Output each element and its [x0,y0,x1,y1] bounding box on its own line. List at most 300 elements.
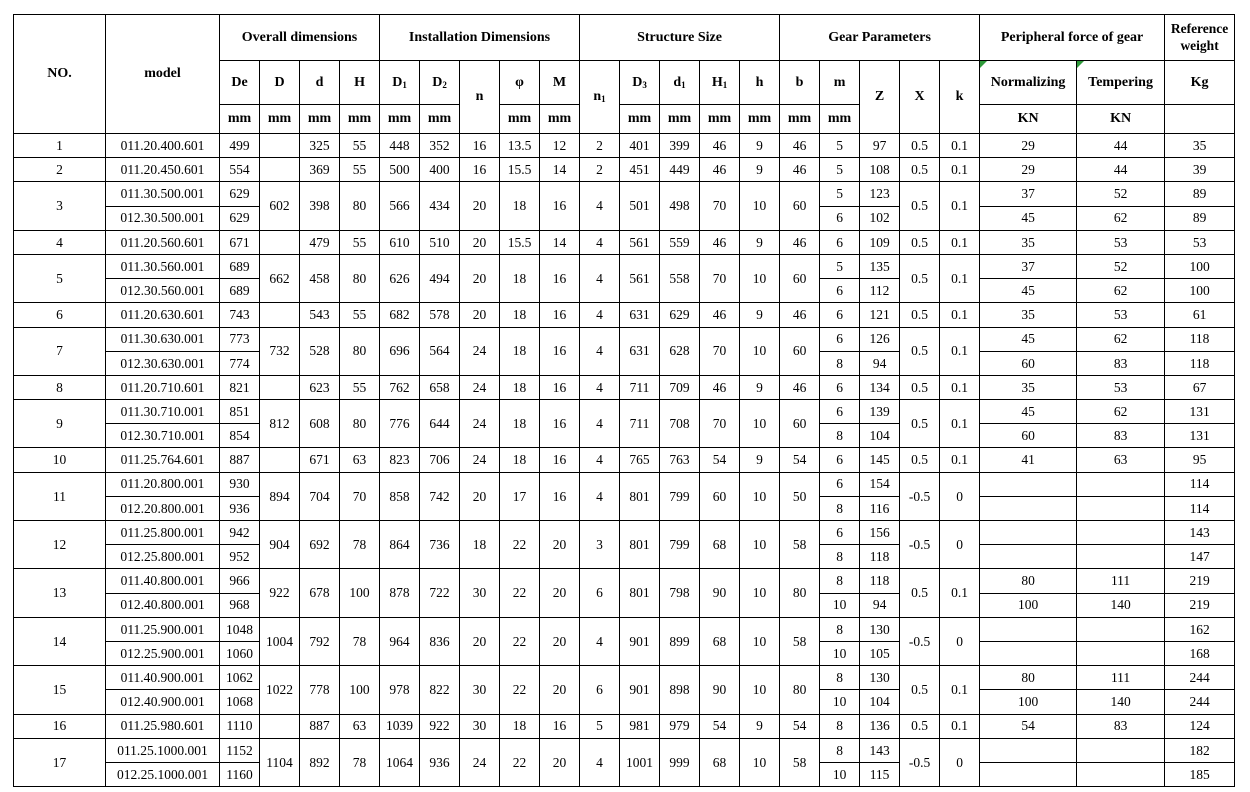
cell-normalizing: 41 [980,448,1077,472]
unit-mm: mm [500,105,540,134]
header-h: h [740,61,780,105]
cell-phi: 22 [500,569,540,617]
cell-H1: 90 [700,569,740,617]
cell-m: 8 [820,351,860,375]
cell-H: 80 [340,327,380,375]
cell-M: 14 [540,158,580,182]
cell-m: 5 [820,158,860,182]
cell-Z: 104 [860,424,900,448]
cell-n: 20 [460,617,500,665]
cell-De: 930 [220,472,260,496]
model-cell: 011.30.630.001 [106,327,220,351]
cell-M: 16 [540,182,580,230]
cell-d1: 559 [660,230,700,254]
cell-m: 5 [820,182,860,206]
cell-b: 58 [780,617,820,665]
cell-tempering: 62 [1077,327,1165,351]
cell-h: 9 [740,303,780,327]
cell-D: 812 [260,400,300,448]
cell-H1: 46 [700,134,740,158]
header-D2: $D_2$ [420,61,460,105]
cell-D2: 658 [420,375,460,399]
cell-De: 887 [220,448,260,472]
cell-weight: 182 [1165,738,1235,762]
cell-phi: 17 [500,472,540,520]
cell-weight: 219 [1165,569,1235,593]
cell-De: 821 [220,375,260,399]
cell-phi: 18 [500,254,540,302]
cell-tempering: 83 [1077,351,1165,375]
row-number: 6 [14,303,106,327]
table-row [14,254,1235,278]
cell-D1: 978 [380,666,420,714]
cell-phi: 22 [500,617,540,665]
cell-n: 18 [460,521,500,569]
cell-phi: 18 [500,303,540,327]
cell-tempering: 52 [1077,254,1165,278]
unit-mm: mm [420,105,460,134]
header-D: D [260,61,300,105]
cell-m: 6 [820,400,860,424]
cell-D1: 610 [380,230,420,254]
cell-normalizing: 29 [980,134,1077,158]
cell-b: 80 [780,569,820,617]
cell-d: 608 [300,400,340,448]
table-row [14,666,1235,690]
unit-mm: mm [780,105,820,134]
cell-tempering [1077,762,1165,786]
header-reference-weight: Reference weight [1165,15,1235,61]
cell-normalizing [980,496,1077,520]
cell-X: 0.5 [900,666,940,714]
model-cell: 011.20.560.601 [106,230,220,254]
cell-normalizing: 45 [980,279,1077,303]
cell-M: 16 [540,448,580,472]
unit-kg-blank [1165,105,1235,134]
cell-d1: 999 [660,738,700,786]
table-row [14,303,1235,327]
model-cell: 012.30.630.001 [106,351,220,375]
cell-phi: 22 [500,666,540,714]
cell-Z: 130 [860,666,900,690]
cell-H: 78 [340,521,380,569]
cell-normalizing [980,521,1077,545]
cell-M: 16 [540,375,580,399]
header-H1: $H_1$ [700,61,740,105]
row-number: 7 [14,327,106,375]
cell-phi: 18 [500,400,540,448]
model-cell: 012.30.500.001 [106,206,220,230]
cell-weight: 114 [1165,472,1235,496]
table-row [14,617,1235,641]
cell-d1: 399 [660,134,700,158]
cell-k: 0.1 [940,134,980,158]
cell-M: 12 [540,134,580,158]
row-number: 15 [14,666,106,714]
cell-m: 5 [820,134,860,158]
cell-h: 10 [740,182,780,230]
cell-De: 1048 [220,617,260,641]
cell-D3: 765 [620,448,660,472]
cell-D1: 626 [380,254,420,302]
cell-n: 20 [460,254,500,302]
cell-D2: 836 [420,617,460,665]
cell-h: 10 [740,738,780,786]
cell-tempering: 53 [1077,230,1165,254]
cell-weight: 67 [1165,375,1235,399]
cell-Z: 121 [860,303,900,327]
cell-d: 671 [300,448,340,472]
cell-De: 854 [220,424,260,448]
cell-D3: 631 [620,327,660,375]
cell-weight: 114 [1165,496,1235,520]
row-number: 17 [14,738,106,786]
cell-k: 0.1 [940,400,980,448]
cell-De: 743 [220,303,260,327]
cell-D2: 722 [420,569,460,617]
cell-De: 942 [220,521,260,545]
cell-D1: 776 [380,400,420,448]
cell-weight: 118 [1165,351,1235,375]
row-number: 8 [14,375,106,399]
cell-H: 78 [340,617,380,665]
row-number: 14 [14,617,106,665]
model-cell: 011.20.710.601 [106,375,220,399]
cell-X: -0.5 [900,521,940,569]
cell-D1: 878 [380,569,420,617]
model-cell: 011.30.560.001 [106,254,220,278]
cell-m: 6 [820,206,860,230]
cell-D2: 510 [420,230,460,254]
row-number: 11 [14,472,106,520]
cell-d: 623 [300,375,340,399]
cell-n: 30 [460,666,500,714]
cell-b: 46 [780,303,820,327]
cell-h: 9 [740,230,780,254]
cell-tempering: 140 [1077,593,1165,617]
cell-De: 774 [220,351,260,375]
table-row [14,569,1235,593]
table-row [14,134,1235,158]
cell-X: 0.5 [900,158,940,182]
cell-normalizing: 80 [980,666,1077,690]
cell-b: 80 [780,666,820,714]
cell-k: 0.1 [940,158,980,182]
cell-D2: 564 [420,327,460,375]
cell-D: 1104 [260,738,300,786]
model-cell: 011.40.900.001 [106,666,220,690]
cell-n1: 4 [580,254,620,302]
cell-k: 0.1 [940,327,980,375]
cell-normalizing [980,472,1077,496]
table-row [14,521,1235,545]
cell-b: 54 [780,448,820,472]
cell-n1: 4 [580,738,620,786]
cell-k: 0 [940,472,980,520]
cell-m: 10 [820,593,860,617]
model-cell: 011.25.980.601 [106,714,220,738]
header-d1: $d_1$ [660,61,700,105]
cell-tempering: 44 [1077,158,1165,182]
cell-H1: 46 [700,375,740,399]
cell-d: 704 [300,472,340,520]
cell-M: 16 [540,254,580,302]
cell-D2: 400 [420,158,460,182]
cell-D1: 1039 [380,714,420,738]
cell-h: 9 [740,714,780,738]
cell-D: 922 [260,569,300,617]
header-peripheral-force: Peripheral force of gear [980,15,1165,61]
cell-D1: 762 [380,375,420,399]
cell-De: 689 [220,279,260,303]
cell-normalizing [980,762,1077,786]
cell-m: 6 [820,303,860,327]
cell-d1: 798 [660,569,700,617]
table-body [14,134,1235,787]
model-cell: 012.40.800.001 [106,593,220,617]
cell-n: 20 [460,472,500,520]
cell-b: 60 [780,327,820,375]
cell-k: 0 [940,738,980,786]
cell-d1: 498 [660,182,700,230]
header-m: m [820,61,860,105]
cell-h: 9 [740,158,780,182]
cell-weight: 219 [1165,593,1235,617]
cell-phi: 22 [500,521,540,569]
model-cell: 011.30.500.001 [106,182,220,206]
cell-H1: 68 [700,617,740,665]
cell-M: 20 [540,617,580,665]
cell-D [260,714,300,738]
header-Z: Z [860,61,900,134]
cell-H: 80 [340,182,380,230]
cell-D1: 448 [380,134,420,158]
cell-h: 9 [740,448,780,472]
row-number: 2 [14,158,106,182]
cell-H1: 70 [700,327,740,375]
unit-mm: mm [220,105,260,134]
cell-X: -0.5 [900,472,940,520]
cell-n: 16 [460,134,500,158]
cell-Z: 116 [860,496,900,520]
cell-De: 936 [220,496,260,520]
cell-normalizing: 60 [980,424,1077,448]
cell-Z: 115 [860,762,900,786]
cell-M: 16 [540,400,580,448]
table-row [14,182,1235,206]
cell-d1: 708 [660,400,700,448]
cell-D3: 801 [620,569,660,617]
cell-tempering [1077,641,1165,665]
cell-H1: 68 [700,738,740,786]
cell-h: 10 [740,521,780,569]
cell-d: 887 [300,714,340,738]
cell-m: 8 [820,545,860,569]
model-cell: 012.30.710.001 [106,424,220,448]
cell-m: 8 [820,424,860,448]
header-normalizing: Normalizing [980,61,1077,105]
model-cell: 011.25.1000.001 [106,738,220,762]
cell-D3: 631 [620,303,660,327]
cell-k: 0.1 [940,375,980,399]
cell-m: 6 [820,521,860,545]
cell-De: 966 [220,569,260,593]
cell-Z: 130 [860,617,900,641]
cell-n: 20 [460,182,500,230]
cell-H1: 54 [700,714,740,738]
cell-b: 46 [780,230,820,254]
cell-D [260,303,300,327]
cell-De: 1152 [220,738,260,762]
cell-d1: 628 [660,327,700,375]
cell-H: 55 [340,158,380,182]
cell-d1: 799 [660,521,700,569]
cell-D1: 964 [380,617,420,665]
cell-normalizing: 80 [980,569,1077,593]
cell-m: 6 [820,230,860,254]
cell-tempering: 53 [1077,375,1165,399]
unit-mm: mm [620,105,660,134]
cell-Z: 118 [860,569,900,593]
cell-weight: 35 [1165,134,1235,158]
header-n1: $n_1$ [580,61,620,134]
cell-H: 55 [340,230,380,254]
cell-m: 10 [820,641,860,665]
header-b: b [780,61,820,105]
cell-H: 70 [340,472,380,520]
cell-H1: 54 [700,448,740,472]
cell-Z: 136 [860,714,900,738]
unit-mm: mm [660,105,700,134]
bearing-spec-table [13,14,1235,787]
cell-tempering [1077,545,1165,569]
cell-De: 1060 [220,641,260,665]
cell-M: 20 [540,521,580,569]
cell-X: 0.5 [900,230,940,254]
cell-m: 6 [820,279,860,303]
cell-m: 8 [820,569,860,593]
cell-De: 851 [220,400,260,424]
cell-k: 0 [940,521,980,569]
cell-D2: 434 [420,182,460,230]
table-header [14,15,1235,134]
table-row [14,327,1235,351]
cell-D2: 736 [420,521,460,569]
cell-D: 732 [260,327,300,375]
cell-tempering [1077,496,1165,520]
cell-D: 602 [260,182,300,230]
cell-De: 499 [220,134,260,158]
cell-weight: 124 [1165,714,1235,738]
cell-n1: 6 [580,569,620,617]
header-H: H [340,61,380,105]
header-M: M [540,61,580,105]
row-number: 4 [14,230,106,254]
model-cell: 012.25.1000.001 [106,762,220,786]
cell-tempering: 140 [1077,690,1165,714]
table-row [14,400,1235,424]
cell-H1: 46 [700,303,740,327]
cell-De: 952 [220,545,260,569]
row-number: 9 [14,400,106,448]
unit-mm: mm [540,105,580,134]
model-cell: 011.20.400.601 [106,134,220,158]
cell-normalizing [980,738,1077,762]
cell-b: 46 [780,158,820,182]
cell-M: 16 [540,303,580,327]
table-row [14,375,1235,399]
cell-weight: 162 [1165,617,1235,641]
cell-Z: 123 [860,182,900,206]
cell-D3: 501 [620,182,660,230]
cell-tempering: 62 [1077,400,1165,424]
cell-n1: 4 [580,400,620,448]
cell-H: 63 [340,448,380,472]
cell-m: 10 [820,762,860,786]
cell-D3: 801 [620,521,660,569]
header-installation-dimensions: Installation Dimensions [380,15,580,61]
cell-d1: 763 [660,448,700,472]
cell-D2: 644 [420,400,460,448]
cell-H: 55 [340,303,380,327]
table-row [14,448,1235,472]
cell-normalizing: 45 [980,206,1077,230]
cell-tempering: 111 [1077,569,1165,593]
cell-D [260,158,300,182]
cell-d: 369 [300,158,340,182]
model-cell: 012.30.560.001 [106,279,220,303]
cell-D2: 494 [420,254,460,302]
unit-mm: mm [740,105,780,134]
cell-D2: 578 [420,303,460,327]
cell-H1: 46 [700,230,740,254]
cell-X: 0.5 [900,448,940,472]
header-D3: $D_3$ [620,61,660,105]
cell-Z: 94 [860,351,900,375]
cell-D [260,134,300,158]
cell-k: 0.1 [940,182,980,230]
cell-phi: 15.5 [500,158,540,182]
cell-weight: 61 [1165,303,1235,327]
header-kg: Kg [1165,61,1235,105]
cell-m: 8 [820,666,860,690]
header-d: d [300,61,340,105]
cell-normalizing: 100 [980,690,1077,714]
cell-D2: 706 [420,448,460,472]
cell-X: 0.5 [900,375,940,399]
model-cell: 012.40.900.001 [106,690,220,714]
cell-normalizing [980,545,1077,569]
cell-h: 10 [740,666,780,714]
cell-h: 9 [740,375,780,399]
cell-D3: 711 [620,400,660,448]
cell-d: 479 [300,230,340,254]
table-row [14,158,1235,182]
header-tempering: Tempering [1077,61,1165,105]
header-no: NO. [14,15,106,134]
cell-H: 55 [340,134,380,158]
model-cell: 011.25.764.601 [106,448,220,472]
cell-Z: 118 [860,545,900,569]
cell-n1: 2 [580,134,620,158]
cell-weight: 89 [1165,182,1235,206]
cell-D3: 401 [620,134,660,158]
cell-D [260,230,300,254]
cell-d: 678 [300,569,340,617]
cell-H1: 68 [700,521,740,569]
cell-tempering [1077,738,1165,762]
cell-d: 778 [300,666,340,714]
